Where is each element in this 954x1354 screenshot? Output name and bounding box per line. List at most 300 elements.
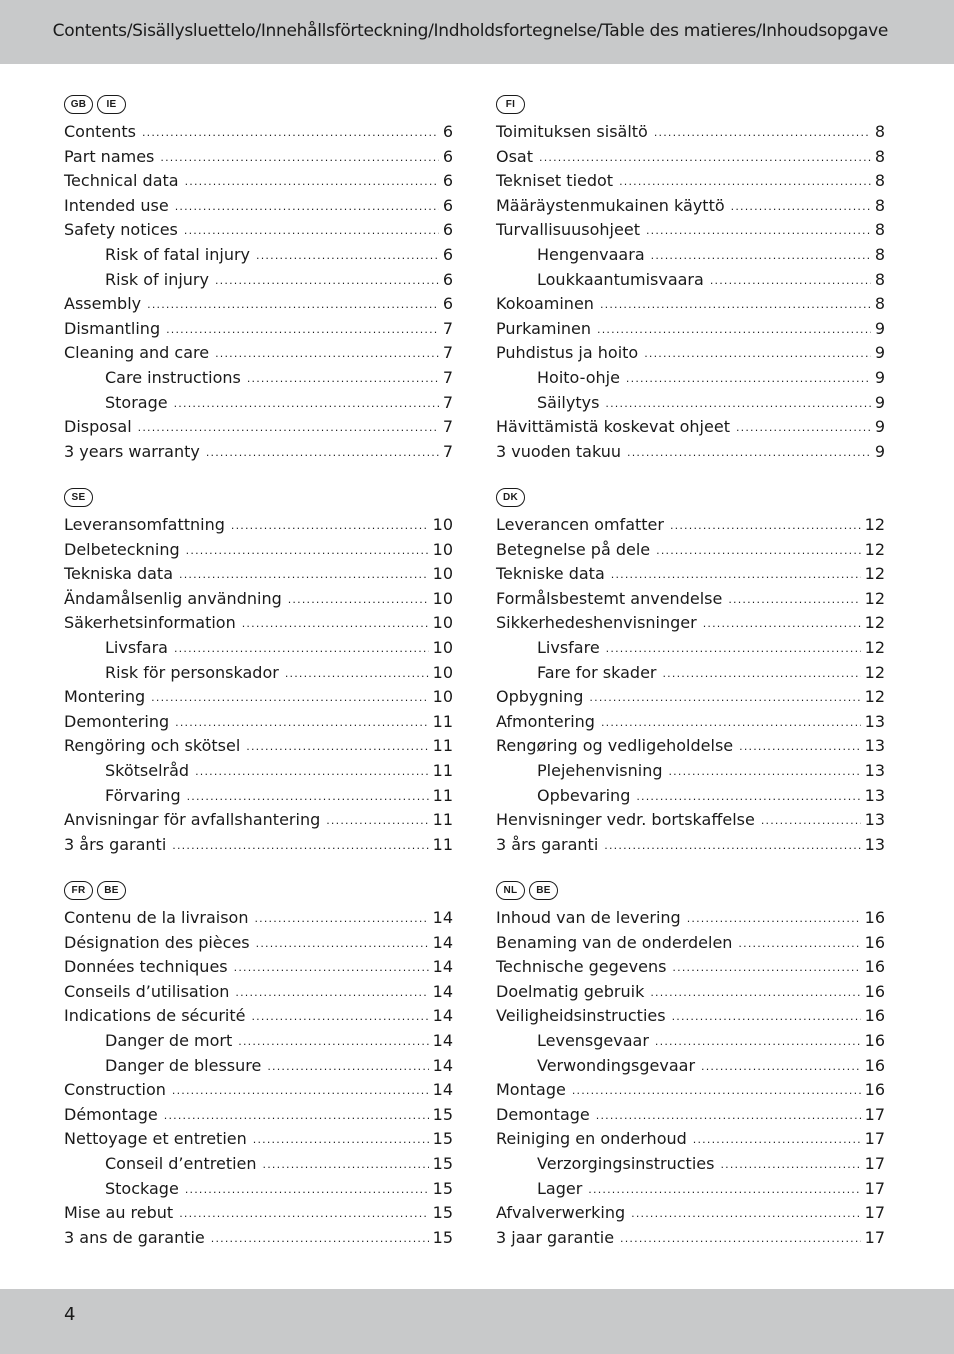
dot-leader	[728, 593, 860, 606]
toc-entry	[64, 1006, 453, 1031]
toc-entry	[496, 957, 885, 982]
entry-label: Demontage	[496, 1104, 590, 1124]
dot-leader	[172, 1084, 429, 1097]
toc-subentry	[496, 245, 885, 270]
dot-leader	[166, 323, 439, 336]
entry-label: Part names	[64, 146, 155, 166]
country-code-badge: GB	[64, 95, 93, 114]
entry-page-number: 12	[864, 588, 885, 608]
dot-leader	[185, 175, 439, 188]
country-code-badge: NL	[496, 881, 525, 900]
entry-page-number: 17	[864, 1104, 885, 1124]
entry-page-number: 8	[874, 146, 885, 166]
dot-leader	[631, 1207, 861, 1220]
entry-label: Rengöring och skötsel	[64, 736, 241, 756]
entry-page-number: 15	[432, 1203, 453, 1223]
dot-leader	[253, 1133, 429, 1146]
country-badges	[496, 488, 885, 510]
entry-label: Hoito-ohje	[537, 367, 620, 387]
entry-label: Reiniging en onderhoud	[496, 1129, 687, 1149]
dot-leader	[326, 814, 428, 827]
dot-leader	[620, 1232, 861, 1245]
entry-page-number: 17	[864, 1227, 885, 1247]
entry-page-number: 17	[864, 1153, 885, 1173]
dot-leader	[238, 1035, 428, 1048]
toc-subentry	[64, 393, 453, 418]
entry-label: Opbevaring	[537, 785, 631, 805]
dot-leader	[179, 1207, 428, 1220]
dot-leader	[670, 519, 861, 532]
entry-label: Conseils d’utilisation	[64, 981, 230, 1001]
toc-entry	[496, 1203, 885, 1228]
toc-entry	[64, 736, 453, 761]
dot-leader	[572, 1084, 861, 1097]
toc-entry	[496, 196, 885, 221]
entry-page-number: 11	[432, 810, 453, 830]
country-badges	[64, 881, 453, 903]
toc-subentry	[64, 1179, 453, 1204]
entry-label: Conseil d’entretien	[105, 1153, 257, 1173]
entry-label: Assembly	[64, 294, 142, 314]
entry-label: Anvisningar för avfallshantering	[64, 810, 321, 830]
toc-entry	[64, 564, 453, 589]
toc-entry	[496, 319, 885, 344]
toc-entry	[64, 712, 453, 737]
dot-leader	[605, 397, 870, 410]
entry-page-number: 16	[864, 1055, 885, 1075]
dot-leader	[627, 446, 871, 459]
dot-leader	[206, 446, 439, 459]
toc-subentry	[64, 368, 453, 393]
dot-leader	[267, 1060, 428, 1073]
dot-leader	[254, 912, 428, 925]
entry-label: Données techniques	[64, 957, 228, 977]
entry-page-number: 11	[432, 736, 453, 756]
entry-label: 3 vuoden takuu	[496, 441, 622, 461]
entry-page-number: 11	[432, 785, 453, 805]
toc-entry	[496, 540, 885, 565]
dot-leader	[256, 249, 439, 262]
toc-entry	[496, 810, 885, 835]
entry-page-number: 8	[874, 171, 885, 191]
toc-entry	[64, 540, 453, 565]
dot-leader	[174, 397, 439, 410]
entry-label: Lager	[537, 1178, 583, 1198]
toc-entry	[496, 589, 885, 614]
entry-label: Demontering	[64, 711, 170, 731]
dot-leader	[256, 937, 429, 950]
toc-entry	[64, 1203, 453, 1228]
toc-subentry	[496, 368, 885, 393]
entry-page-number: 7	[442, 318, 453, 338]
entry-page-number: 6	[442, 244, 453, 264]
dot-leader	[174, 642, 429, 655]
entry-label: Mise au rebut	[64, 1203, 174, 1223]
dot-leader	[164, 1109, 429, 1122]
entry-label: Montering	[64, 687, 146, 707]
toc-entry	[64, 933, 453, 958]
dot-leader	[672, 961, 860, 974]
entry-page-number: 10	[432, 539, 453, 559]
entry-page-number: 8	[874, 244, 885, 264]
toc-subentry	[496, 393, 885, 418]
entry-page-number: 11	[432, 711, 453, 731]
toc-entry	[64, 1080, 453, 1105]
dot-leader	[693, 1133, 861, 1146]
dot-leader	[654, 126, 871, 139]
dot-leader	[589, 691, 860, 704]
dot-leader	[251, 1010, 428, 1023]
entry-page-number: 10	[432, 515, 453, 534]
dot-leader	[601, 716, 861, 729]
dot-leader	[651, 249, 871, 262]
toc-subentry	[496, 1179, 885, 1204]
entry-label: Turvallisuusohjeet	[496, 220, 640, 240]
toc-section	[64, 95, 453, 466]
dot-leader	[187, 790, 429, 803]
toc-subentry	[496, 270, 885, 295]
entry-label: Dismantling	[64, 318, 161, 338]
dot-leader	[646, 224, 871, 237]
dot-leader	[231, 519, 429, 532]
toc-entry	[64, 835, 453, 860]
toc-entry	[496, 1228, 885, 1253]
entry-page-number: 13	[864, 834, 885, 854]
toc-entry	[64, 220, 453, 245]
country-badges	[496, 881, 885, 903]
dot-leader	[151, 691, 428, 704]
entry-page-number: 12	[864, 687, 885, 707]
entry-page-number: 13	[864, 785, 885, 805]
toc-entry	[64, 1228, 453, 1253]
entry-label: Inhoud van de levering	[496, 908, 681, 927]
entry-label: Leveransomfattning	[64, 515, 225, 534]
toc-section	[64, 881, 453, 1252]
toc-subentry	[496, 1154, 885, 1179]
footer-bar	[0, 1289, 954, 1354]
toc-entry	[64, 417, 453, 442]
toc-entry	[64, 147, 453, 172]
entry-page-number: 9	[874, 417, 885, 437]
dot-leader	[597, 323, 871, 336]
entry-page-number: 10	[432, 588, 453, 608]
entry-label: Technische gegevens	[496, 957, 667, 977]
entry-label: Leverancen omfatter	[496, 515, 664, 534]
entry-page-number: 7	[442, 343, 453, 363]
country-code-badge: FR	[64, 881, 93, 900]
entry-label: Levensgevaar	[537, 1030, 649, 1050]
entry-page-number: 12	[864, 539, 885, 559]
dot-leader	[235, 986, 428, 999]
entry-page-number: 10	[432, 613, 453, 633]
entry-label: 3 års garanti	[64, 834, 167, 854]
entry-page-number: 14	[432, 908, 453, 927]
dot-leader	[662, 667, 860, 680]
entry-page-number: 8	[874, 220, 885, 240]
toc-entry	[496, 613, 885, 638]
toc-subentry	[64, 1154, 453, 1179]
entry-label: Safety notices	[64, 220, 178, 240]
dot-leader	[761, 814, 861, 827]
entry-label: Sikkerhedeshenvisninger	[496, 613, 697, 633]
entry-page-number: 6	[442, 220, 453, 240]
toc-entry	[496, 908, 885, 933]
country-code-badge: BE	[97, 881, 126, 900]
entry-page-number: 17	[864, 1129, 885, 1149]
country-badges	[64, 488, 453, 510]
dot-leader	[184, 224, 439, 237]
entry-page-number: 12	[864, 515, 885, 534]
entry-label: Delbeteckning	[64, 539, 180, 559]
entry-page-number: 12	[864, 613, 885, 633]
entry-page-number: 13	[864, 810, 885, 830]
entry-label: Nettoyage et entretien	[64, 1129, 247, 1149]
toc-section	[496, 95, 885, 466]
toc-entry	[64, 1129, 453, 1154]
toc-entry	[496, 1105, 885, 1130]
toc-subentry	[496, 663, 885, 688]
toc-subentry	[496, 638, 885, 663]
dot-leader	[600, 298, 871, 311]
entry-label: Afmontering	[496, 711, 595, 731]
entry-label: Puhdistus ja hoito	[496, 343, 639, 363]
toc-entry	[496, 712, 885, 737]
entry-label: Formålsbestemt anvendelse	[496, 588, 723, 608]
toc-entry	[64, 343, 453, 368]
toc-entry	[64, 810, 453, 835]
entry-page-number: 15	[432, 1178, 453, 1198]
dot-leader	[242, 617, 429, 630]
entry-page-number: 9	[874, 318, 885, 338]
entry-page-number: 14	[432, 981, 453, 1001]
entry-label: Afvalverwerking	[496, 1203, 626, 1223]
entry-label: Fare for skader	[537, 662, 657, 682]
toc-entry	[496, 687, 885, 712]
entry-page-number: 8	[874, 195, 885, 215]
dot-leader	[739, 740, 861, 753]
entry-page-number: 17	[864, 1203, 885, 1223]
entry-page-number: 14	[432, 1080, 453, 1100]
entry-label: Verzorgingsinstructies	[537, 1153, 715, 1173]
entry-label: Skötselråd	[105, 760, 190, 780]
toc-entry	[496, 1129, 885, 1154]
entry-label: 3 års garanti	[496, 834, 599, 854]
dot-leader	[142, 126, 439, 139]
toc-subentry	[64, 638, 453, 663]
dot-leader	[636, 790, 860, 803]
entry-label: Ändamålsenlig användning	[64, 588, 282, 608]
entry-label: Care instructions	[105, 367, 241, 387]
country-code-badge: IE	[97, 95, 126, 114]
entry-page-number: 6	[442, 122, 453, 141]
entry-page-number: 10	[432, 637, 453, 657]
dot-leader	[626, 372, 871, 385]
dot-leader	[611, 568, 861, 581]
entry-label: Henvisninger vedr. bortskaffelse	[496, 810, 755, 830]
entry-label: Förvaring	[105, 785, 181, 805]
dot-leader	[731, 200, 871, 213]
entry-page-number: 9	[874, 392, 885, 412]
toc-entry	[496, 417, 885, 442]
entry-page-number: 15	[432, 1153, 453, 1173]
dot-leader	[588, 1183, 860, 1196]
dot-leader	[604, 839, 860, 852]
toc-subentry	[496, 786, 885, 811]
entry-label: Rengøring og vedligeholdelse	[496, 736, 734, 756]
toc-entry	[64, 982, 453, 1007]
toc-subentry	[64, 761, 453, 786]
entry-page-number: 6	[442, 294, 453, 314]
entry-page-number: 10	[432, 687, 453, 707]
entry-page-number: 11	[432, 834, 453, 854]
toc-entry	[496, 736, 885, 761]
entry-page-number: 13	[864, 736, 885, 756]
dot-leader	[211, 1232, 429, 1245]
entry-label: Plejehenvisning	[537, 760, 663, 780]
entry-label: Toimituksen sisältö	[496, 122, 648, 141]
dot-leader	[263, 1158, 429, 1171]
entry-label: Démontage	[64, 1104, 158, 1124]
entry-label: Määräystenmukainen käyttö	[496, 195, 725, 215]
toc-entry	[496, 122, 885, 147]
entry-label: Danger de blessure	[105, 1055, 262, 1075]
dot-leader	[160, 151, 438, 164]
entry-label: Cleaning and care	[64, 343, 210, 363]
toc-subentry	[64, 663, 453, 688]
entry-label: Danger de mort	[105, 1030, 233, 1050]
toc-entry	[64, 957, 453, 982]
dot-leader	[285, 667, 429, 680]
toc-subentry	[64, 1031, 453, 1056]
toc-entry	[496, 442, 885, 467]
entry-label: Disposal	[64, 417, 132, 437]
entry-page-number: 14	[432, 1006, 453, 1026]
entry-page-number: 16	[864, 1006, 885, 1026]
entry-page-number: 10	[432, 564, 453, 584]
toc-entry	[496, 294, 885, 319]
toc-entry	[64, 589, 453, 614]
toc-entry	[64, 908, 453, 933]
entry-page-number: 14	[432, 1055, 453, 1075]
dot-leader	[703, 617, 861, 630]
dot-leader	[668, 765, 860, 778]
entry-page-number: 9	[874, 343, 885, 363]
toc-subentry	[64, 786, 453, 811]
entry-page-number: 15	[432, 1104, 453, 1124]
entry-page-number: 10	[432, 662, 453, 682]
entry-label: Risk för personskador	[105, 662, 279, 682]
toc-entry	[64, 515, 453, 540]
entry-page-number: 16	[864, 1030, 885, 1050]
dot-leader	[246, 740, 428, 753]
entry-page-number: 7	[442, 392, 453, 412]
entry-label: Risk of fatal injury	[105, 244, 251, 264]
toc-entry	[64, 442, 453, 467]
entry-label: Contents	[64, 122, 136, 141]
toc-entry	[496, 220, 885, 245]
entry-label: 3 ans de garantie	[64, 1227, 205, 1247]
entry-label: Benaming van de onderdelen	[496, 932, 733, 952]
entry-label: Tekniske data	[496, 564, 605, 584]
entry-label: Désignation des pièces	[64, 932, 250, 952]
entry-label: Kokoaminen	[496, 294, 594, 314]
entry-label: Veiligheidsinstructies	[496, 1006, 666, 1026]
country-code-badge: DK	[496, 488, 525, 507]
dot-leader	[539, 151, 871, 164]
entry-label: Technical data	[64, 171, 179, 191]
entry-page-number: 16	[864, 908, 885, 927]
entry-label: Tekniska data	[64, 564, 173, 584]
entry-label: Verwondingsgevaar	[537, 1055, 696, 1075]
dot-leader	[185, 1183, 429, 1196]
entry-page-number: 15	[432, 1227, 453, 1247]
toc-entry	[496, 171, 885, 196]
entry-page-number: 13	[864, 760, 885, 780]
toc-entry	[64, 613, 453, 638]
entry-label: Betegnelse på dele	[496, 539, 651, 559]
entry-label: Storage	[105, 392, 168, 412]
toc-entry	[64, 171, 453, 196]
country-code-badge: SE	[64, 488, 93, 507]
page-title: Contents/Sisällysluettelo/Innehållsförteckning/Indholdsfortegnelse/Table des matieres/Inhoudsopgave	[52, 21, 888, 41]
entry-page-number: 9	[874, 367, 885, 387]
entry-label: 3 years warranty	[64, 441, 200, 461]
entry-label: Säilytys	[537, 392, 600, 412]
entry-page-number: 16	[864, 932, 885, 952]
entry-label: Construction	[64, 1080, 166, 1100]
toc-entry	[496, 1006, 885, 1031]
entry-page-number: 12	[864, 662, 885, 682]
dot-leader	[644, 347, 871, 360]
toc-subentry	[64, 1056, 453, 1081]
toc-entry	[496, 835, 885, 860]
entry-label: Montage	[496, 1080, 566, 1100]
dot-leader	[606, 642, 861, 655]
entry-page-number: 16	[864, 1080, 885, 1100]
entry-page-number: 13	[864, 711, 885, 731]
dot-leader	[655, 1035, 861, 1048]
dot-leader	[710, 274, 871, 287]
dot-leader	[596, 1109, 861, 1122]
dot-leader	[234, 961, 429, 974]
toc-entry	[496, 933, 885, 958]
toc-subentry	[496, 761, 885, 786]
toc-entry	[496, 147, 885, 172]
dot-leader	[247, 372, 439, 385]
toc-entry	[64, 1105, 453, 1130]
entry-label: Stockage	[105, 1178, 179, 1198]
toc-subentry	[496, 1056, 885, 1081]
toc-entry	[64, 687, 453, 712]
dot-leader	[736, 421, 871, 434]
entry-label: 3 jaar garantie	[496, 1227, 615, 1247]
entry-label: Osat	[496, 146, 534, 166]
toc-entry	[496, 564, 885, 589]
country-badges	[496, 95, 885, 117]
entry-page-number: 6	[442, 171, 453, 191]
toc-section	[64, 488, 453, 859]
entry-page-number: 9	[874, 441, 885, 461]
toc-subentry	[64, 245, 453, 270]
dot-leader	[619, 175, 871, 188]
entry-page-number: 14	[432, 932, 453, 952]
entry-page-number: 8	[874, 122, 885, 141]
toc-entry	[64, 294, 453, 319]
dot-leader	[195, 765, 429, 778]
toc-entry	[64, 196, 453, 221]
entry-label: Livsfara	[105, 637, 168, 657]
toc-subentry	[496, 1031, 885, 1056]
